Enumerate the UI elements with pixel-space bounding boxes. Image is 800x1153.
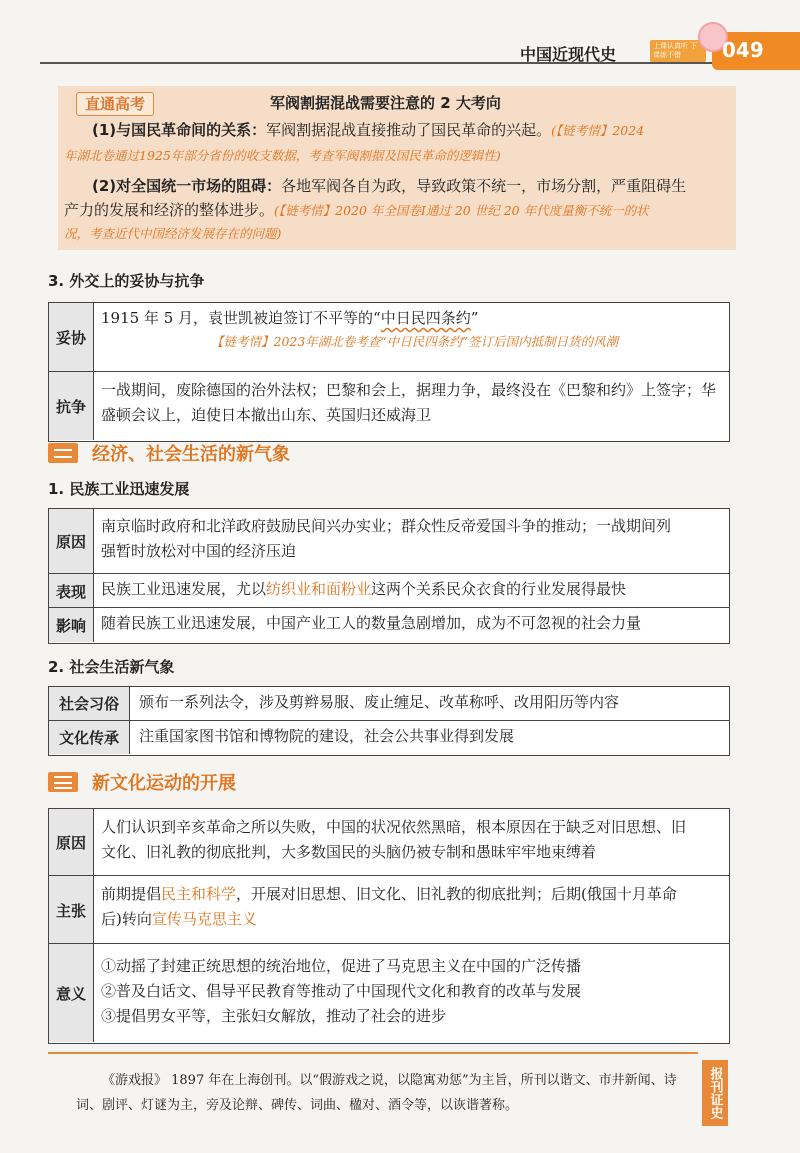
page-number: 049 [722, 38, 764, 62]
table-row [49, 720, 729, 754]
subsection-heading-social-life: 2. 社会生活新气象 [48, 658, 175, 676]
subsection-heading-diplomacy: 3. 外交上的妥协与抗争 [48, 272, 205, 290]
row-label: 原因 [49, 509, 94, 573]
row-content: 随着民族工业迅速发展，中国产业工人的数量急剧增加，成为不可忽视的社会力量 [101, 614, 642, 632]
footer-rule [48, 1052, 698, 1054]
row-label: 社会习俗 [49, 687, 130, 720]
exam-point-2: (2)对全国统一市场的阻碍：各地军阀各自为政，导致政策不统一，市场分割，严重阻碍生 [92, 177, 687, 195]
table-row [49, 809, 729, 875]
header-rule [40, 62, 730, 64]
table-row [49, 943, 729, 1042]
row-content: 人们认识到辛亥革命之所以失败，中国的状况依然黑暗，根本原因在于缺乏对旧思想、旧 文化、旧礼教的彻底批判，大多数国民的头脑仍被专制和愚昧牢牢地束缚着 [101, 818, 687, 861]
table-row [49, 509, 729, 573]
row-content: 一战期间，废除德国的治外法权；巴黎和会上，据理力争，最终没在《巴黎和约》上签字；华 盛顿会议上，迫使日本撤出山东、英国归还威海卫 [101, 381, 717, 424]
section-two-icon [48, 443, 78, 463]
row-label: 影响 [49, 608, 94, 642]
row-content: 民族工业迅速发展，尤以纺织业和面粉业这两个关系民众衣食的行业发展得最快 [101, 580, 627, 598]
side-tab-newspaper-history: 报刊证史 [702, 1060, 728, 1126]
chapter-title: 中国近现代史 [520, 45, 617, 64]
row-label: 主张 [49, 876, 94, 944]
table-row [49, 687, 729, 720]
exam-point-2-cont: 产力的发展和经济的整体进步。(【链考情】2020 年全国卷Ⅰ通过 20 世纪 20 年代度量衡不统一的状 [64, 201, 649, 219]
exam-note: 【链考情】2023年湖北卷考查“中日民四条约”签订后国内抵制日货的风潮 [211, 334, 619, 349]
new-culture-table [48, 808, 730, 1044]
row-label: 意义 [49, 944, 94, 1042]
table-row [49, 303, 729, 371]
row-content: 注重国家图书馆和博物院的建设，社会公共事业得到发展 [139, 727, 515, 745]
exam-point-2-note: 况，考查近代中国经济发展存在的问题) [64, 226, 282, 241]
header-slogan: 上课认真听 下课练不错 [650, 40, 706, 62]
section-three-icon [48, 772, 78, 792]
table-row [49, 371, 729, 440]
social-life-table [48, 686, 730, 756]
table-row [49, 875, 729, 944]
row-content: 1915 年 5 月，袁世凯被迫签订不平等的“中日民四条约” 【链考情】2023年湖北卷考查“中日民四条约”签订后国内抵制日货的风潮 [101, 303, 721, 371]
row-label: 表现 [49, 574, 94, 608]
exam-tag: 直通高考 [76, 92, 154, 116]
section-heading-new-culture: 新文化运动的开展 [92, 773, 236, 794]
subsection-heading-industry: 1. 民族工业迅速发展 [48, 480, 190, 498]
row-content: 南京临时政府和北洋政府鼓励民间兴办实业；群众性反帝爱国斗争的推动；一战期间列 强暂时放松对中国的经济压迫 [101, 517, 672, 560]
diplomacy-table [48, 302, 730, 442]
table-row [49, 607, 729, 642]
row-label: 抗争 [49, 372, 94, 440]
row-content: ①动摇了封建正统思想的统治地位，促进了马克思主义在中国的广泛传播 ②普及白话文、倡导平民教育等推动了中国现代文化和教育的改革与发展 ③提倡男女平等，主张妇女解放，推动了社会的进步 [101, 957, 582, 1025]
exam-point-1-note: 年湖北卷通过1925年部分省份的收支数据，考查军阀割据及国民革命的逻辑性) [64, 148, 501, 163]
exam-title: 军阀割据混战需要注意的 2 大考向 [270, 94, 501, 112]
row-content: 前期提倡民主和科学，开展对旧思想、旧文化、旧礼教的彻底批判；后期(俄国十月革命 后)转向宣传马克思主义 [101, 885, 677, 928]
row-label: 原因 [49, 809, 94, 875]
row-content: 颁布一系列法令，涉及剪辫易服、废止缠足、改革称呼、改用阳历等内容 [139, 693, 620, 711]
section-heading-economy: 经济、社会生活的新气象 [92, 444, 290, 465]
footer-note: 《游戏报》 1897 年在上海创刊。以“假游戏之说，以隐寓劝惩”为主旨，所刊以谐文、市井新闻、诗词、剧评、灯谜为主，旁及论辩、碑传、词曲、楹对、酒令等，以诙谐著称。 [76, 1073, 677, 1113]
industry-table [48, 508, 730, 644]
table-row [49, 573, 729, 608]
exam-point-1: (1)与国民革命间的关系：军阀割据混战直接推动了国民革命的兴起。(【链考情】2024 [92, 121, 645, 139]
row-label: 妥协 [49, 303, 94, 371]
row-label: 文化传承 [49, 721, 130, 754]
